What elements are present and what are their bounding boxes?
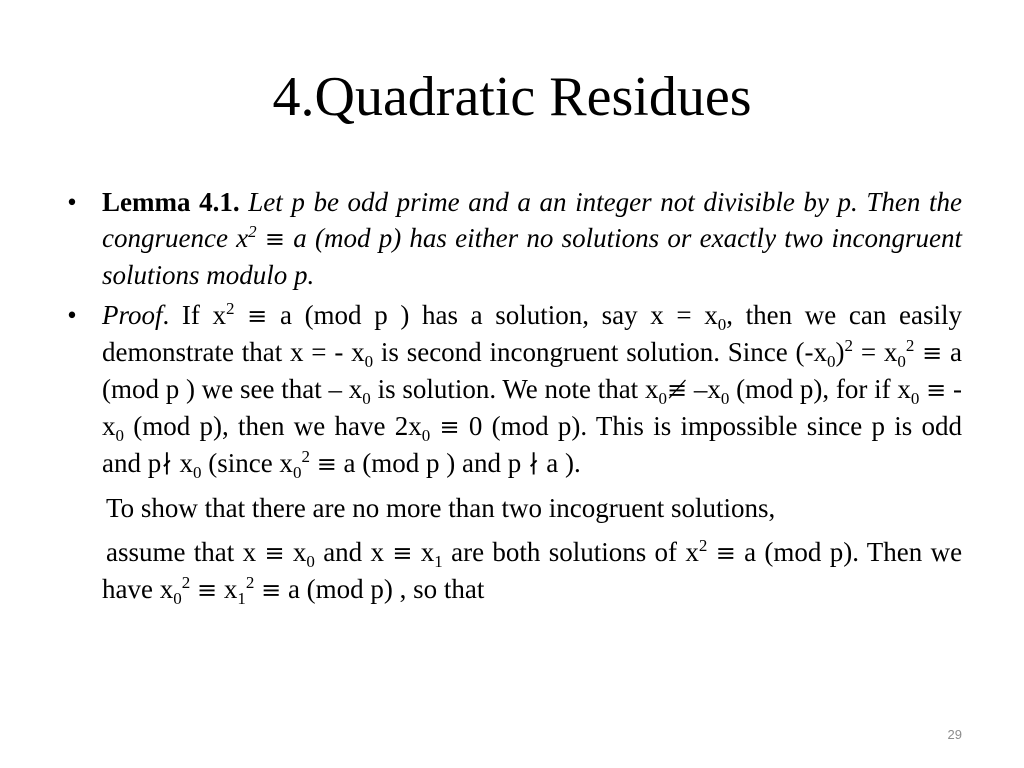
subscript: 0	[658, 389, 667, 408]
congruent-symbol: ≡	[439, 413, 460, 441]
slide-title: 4.Quadratic Residues	[272, 66, 752, 128]
exponent: 2	[905, 336, 915, 355]
proof-text: is solution. We note that x	[377, 374, 659, 404]
proof-bullet	[62, 297, 962, 482]
continuation-text: a (mod p) , so that	[287, 574, 485, 604]
continuation-text: are both solutions of x	[451, 537, 699, 567]
slide-body	[62, 184, 962, 608]
continuation-line-1	[62, 490, 962, 526]
proof-text: = x	[860, 337, 898, 367]
subscript: 0	[173, 589, 182, 608]
subscript: 0	[115, 426, 124, 445]
congruent-symbol: ≡	[316, 450, 337, 478]
subscript: 0	[192, 463, 202, 482]
continuation-text: a (mod p). Then we have x	[102, 537, 963, 604]
proof-text: (since x	[208, 448, 293, 478]
exponent: 2	[301, 447, 310, 466]
exponent: 2	[181, 573, 191, 592]
subscript: 0	[910, 389, 920, 408]
proof-text: - x	[102, 374, 963, 441]
not-divides-symbol: ∤	[528, 450, 540, 478]
subscript: 0	[364, 352, 374, 371]
subscript: 0	[362, 389, 371, 408]
congruent-symbol: ≡	[922, 339, 943, 367]
congruent-symbol: ≡	[264, 225, 286, 253]
subscript: 0	[306, 552, 315, 571]
continuation-text: x	[292, 537, 307, 567]
proof-text: )	[835, 337, 845, 367]
proof-heading: Proof	[102, 300, 163, 330]
lemma-heading: Lemma 4.1.	[102, 187, 240, 217]
continuation-text: x	[420, 537, 435, 567]
proof-text: a (mod p ) has a solution, say x = x	[279, 300, 718, 330]
proof-text: 0 (mod p). This is impossible since p is odd and p	[102, 411, 963, 478]
not-divides-symbol: ∤	[161, 450, 173, 478]
exponent: 2	[245, 573, 255, 592]
proof-text: a (mod p ) and p	[343, 448, 522, 478]
continuation-paragraph-2	[62, 534, 962, 608]
subscript: 0	[717, 315, 727, 334]
page-number: 29	[947, 727, 962, 742]
congruent-symbol: ≡	[392, 539, 413, 567]
proof-text: , then we can easily demonstrate that x = - x	[102, 300, 963, 367]
congruent-symbol: ≡	[264, 539, 285, 567]
congruent-symbol: ≡	[261, 576, 282, 604]
continuation-text: and x	[323, 537, 385, 567]
congruent-symbol: ≡	[196, 576, 218, 604]
congruent-symbol: ≡	[926, 376, 947, 404]
subscript: 0	[827, 352, 836, 371]
not-congruent-symbol: ≢	[666, 376, 688, 404]
continuation-text: To show that there are no more than two incogruent solutions,	[106, 493, 776, 523]
lemma-bullet	[62, 184, 962, 293]
proof-text: is second incongruent solution. Since (-x	[380, 337, 828, 367]
congruent-symbol: ≡	[247, 302, 268, 330]
exponent: 2	[844, 336, 854, 355]
subscript: 1	[434, 552, 443, 571]
lemma-text-2: a (mod p) has either no solutions or exactly two incongruent solutions modulo p.	[102, 223, 963, 290]
congruent-symbol: ≡	[715, 539, 736, 567]
proof-text: –x	[693, 374, 721, 404]
proof-text: (mod p), then we have 2x	[133, 411, 422, 441]
bullet-marker: •	[67, 300, 77, 330]
subscript: 1	[237, 589, 246, 608]
subscript: 0	[897, 352, 906, 371]
lemma-text-1: Let p be odd prime and a an integer not divisible by p. Then the congruence x	[102, 187, 963, 253]
subscript: 0	[292, 463, 302, 482]
proof-text: . If x	[162, 300, 227, 330]
continuation-text: x	[223, 574, 238, 604]
bullet-marker: •	[67, 187, 77, 217]
proof-text: x	[179, 448, 193, 478]
subscript: 0	[421, 426, 431, 445]
lemma-exponent: 2	[248, 222, 257, 241]
continuation-text: assume that x	[106, 537, 257, 567]
subscript: 0	[720, 389, 730, 408]
proof-text: (mod p), for if x	[736, 374, 911, 404]
proof-text: a ).	[546, 448, 581, 478]
exponent: 2	[698, 536, 708, 555]
exponent: 2	[226, 299, 235, 318]
proof-text: a (mod p ) we see that – x	[102, 337, 963, 404]
